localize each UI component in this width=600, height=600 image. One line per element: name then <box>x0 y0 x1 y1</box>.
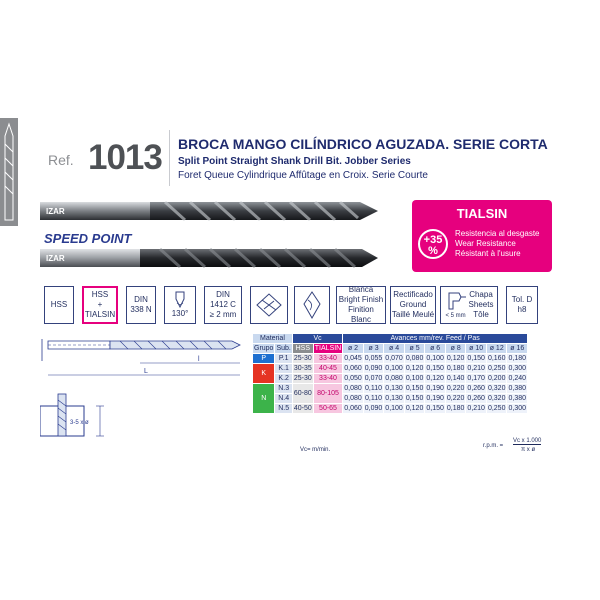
spec-hss-tialsin <box>82 286 118 324</box>
feed-cell: 0,380 <box>508 395 527 402</box>
diameter-header: ø 3 <box>363 344 384 354</box>
spec-flute <box>294 286 330 324</box>
badge-value: +35 <box>423 234 443 246</box>
tialsin-line-fr: Résistant à l'usure <box>455 249 521 258</box>
spec-line: 338 N <box>130 305 152 314</box>
spec-tolerance <box>506 286 538 324</box>
feed-cell: 0,180 <box>508 355 527 362</box>
group-cell-n: N <box>253 384 275 414</box>
spec-finish <box>336 286 386 324</box>
drill-brand-marking: IZAR <box>46 207 65 216</box>
sub-cell: P.1 <box>275 354 292 364</box>
feed-cell: 0,320 <box>487 395 506 402</box>
hss-header: HSS <box>292 344 313 354</box>
feed-cell: 0,100 <box>426 355 444 362</box>
feed-cell: 0,120 <box>405 365 424 372</box>
spec-hss <box>44 286 74 324</box>
feed-cell: 0,060 <box>344 365 362 372</box>
feed-cell: 0,070 <box>385 355 403 362</box>
diameter-header: ø 8 <box>445 344 466 354</box>
feed-cell: 0,250 <box>487 365 506 372</box>
feed-cell: 0,220 <box>446 385 465 392</box>
rpm-label: r.p.m. = <box>483 443 504 449</box>
tialsin-line-en: Wear Resistance <box>455 239 516 248</box>
feed-header: Avances mm/rev. Feed / Pas <box>343 334 528 344</box>
feed-cell: 0,110 <box>365 385 383 392</box>
badge-unit: % <box>428 245 438 257</box>
spec-line: Bright Finish <box>338 295 384 304</box>
table-row <box>253 404 528 414</box>
diameter-header: ø 6 <box>425 344 446 354</box>
feed-cell: 0,080 <box>385 375 403 382</box>
spec-line: Tôle <box>473 310 489 319</box>
feed-cell: 0,150 <box>467 355 485 362</box>
feed-cell: 0,150 <box>426 405 444 412</box>
spec-line: Ground <box>399 300 427 309</box>
hss-vc-cell: 40-50 <box>293 405 312 412</box>
hss-vc-cell: 30-35 <box>293 365 312 372</box>
rpm-denominator: π x ø <box>521 447 536 453</box>
sheet-labels <box>469 290 494 320</box>
feed-cell: 0,055 <box>364 355 383 362</box>
spec-line: TIALSIN <box>84 310 116 319</box>
spec-line: 130° <box>171 309 189 318</box>
spec-line: h8 <box>517 305 527 314</box>
feed-cell: 0,060 <box>344 405 362 412</box>
feed-cell: 0,180 <box>446 365 465 372</box>
split-point-icon <box>254 291 284 319</box>
feed-cell: 0,150 <box>426 365 444 372</box>
tialsin-vc-cell: 33-40 <box>313 354 342 364</box>
flute-length-label: l <box>198 356 200 363</box>
vc-header: Vc <box>292 334 342 344</box>
total-length-label: L <box>144 368 148 375</box>
feed-cell: 0,170 <box>467 375 485 382</box>
title-french: Foret Queue Cylindrique Affûtage en Croix. Serie Courte <box>178 170 428 181</box>
feed-cell: 0,070 <box>364 375 383 382</box>
feed-cell: 0,100 <box>385 405 403 412</box>
group-cell-k: K <box>253 364 275 384</box>
point-angle-icon <box>171 291 189 309</box>
vc-unit-note: Vc= m/min. <box>300 447 331 453</box>
feed-cell: 0,080 <box>344 395 362 402</box>
sub-cell: N.5 <box>275 404 292 414</box>
feed-cell: 0,210 <box>467 365 485 372</box>
hss-vc-cell: 25-30 <box>293 355 312 362</box>
diameter-header: ø 4 <box>384 344 405 354</box>
hss-vc-cell: 60-80 <box>292 384 313 404</box>
spec-line: + <box>97 300 103 309</box>
feed-cell: 0,260 <box>467 395 485 402</box>
spec-line: Sheets <box>468 300 494 309</box>
feed-cell: 0,110 <box>365 395 383 402</box>
spec-ground <box>390 286 436 324</box>
hss-vc-cell: 25-30 <box>293 375 312 382</box>
hand-drill-icon <box>445 289 467 311</box>
feed-cell: 0,050 <box>344 375 362 382</box>
table-row <box>253 354 528 364</box>
sub-cell: N.3 <box>275 384 292 394</box>
sub-cell: N.4 <box>275 394 292 404</box>
feed-cell: 0,100 <box>405 375 424 382</box>
feed-cell: 0,380 <box>508 385 527 392</box>
feed-cell: 0,190 <box>426 395 444 402</box>
spec-line: Blanca <box>348 285 374 294</box>
spec-line: Rectificado <box>393 290 433 299</box>
table-header-row-1 <box>253 334 528 344</box>
tialsin-line-es: Resistencia al desgaste <box>455 229 540 238</box>
table-row <box>253 384 528 394</box>
spec-split-point <box>250 286 288 324</box>
sub-header: Sub. <box>276 345 291 352</box>
sheet-thickness: < 5 mm <box>445 313 466 319</box>
spec-line: Taillé Meulé <box>391 310 435 319</box>
feed-cell: 0,200 <box>487 375 506 382</box>
tialsin-vc-cell: 80-105 <box>313 384 342 404</box>
hole-depth-diagram <box>40 392 120 444</box>
spec-line: Chapa <box>469 290 493 299</box>
spec-point-angle <box>164 286 196 324</box>
table-header-row-2 <box>253 344 528 354</box>
feed-cell: 0,240 <box>508 375 527 382</box>
flute-icon <box>298 290 326 320</box>
drill-dimension-diagram <box>40 333 250 383</box>
feed-cell: 0,150 <box>405 385 424 392</box>
sub-cell: K.1 <box>275 364 292 374</box>
spec-din-338 <box>126 286 156 324</box>
ref-number: 1013 <box>88 138 162 177</box>
feed-cell: 0,045 <box>344 355 362 362</box>
feed-cell: 0,130 <box>385 395 403 402</box>
spec-line: DIN <box>216 290 230 299</box>
feed-cell: 0,120 <box>426 375 444 382</box>
feed-cell: 0,180 <box>446 405 465 412</box>
title-spanish: BROCA MANGO CILÍNDRICO AGUZADA. SERIE CORTA <box>178 136 548 152</box>
feed-cell: 0,120 <box>405 405 424 412</box>
feed-cell: 0,140 <box>446 375 465 382</box>
spec-line: DIN <box>134 295 148 304</box>
feed-cell: 0,300 <box>508 365 527 372</box>
tialsin-vc-cell: 40-45 <box>313 364 342 374</box>
feed-cell: 0,190 <box>426 385 444 392</box>
feed-cell: 0,080 <box>405 355 424 362</box>
feed-cell: 0,300 <box>508 405 527 412</box>
spec-line: 1412 C <box>210 300 236 309</box>
spec-sheets <box>440 286 498 324</box>
group-header: Grupo <box>254 345 274 352</box>
feed-cell: 0,150 <box>405 395 424 402</box>
drill-outline-icon <box>2 122 16 222</box>
feed-cell: 0,120 <box>446 355 465 362</box>
tialsin-coating-box <box>412 200 552 272</box>
tialsin-vc-cell: 50-65 <box>313 404 342 414</box>
cutting-data-table <box>252 333 528 414</box>
feed-cell: 0,220 <box>446 395 465 402</box>
ref-label: Ref. <box>48 152 74 168</box>
feed-cell: 0,260 <box>467 385 485 392</box>
table-row <box>253 364 528 374</box>
hand-drill-group <box>445 289 467 321</box>
tialsin-vc-cell: 33-40 <box>313 374 342 384</box>
diameter-header: ø 16 <box>507 344 528 354</box>
hole-depth-note: 3-5 x ø <box>70 420 89 426</box>
feed-cell: 0,250 <box>487 405 506 412</box>
table-row <box>253 374 528 384</box>
rpm-numerator: Vc x 1.000 <box>513 438 542 444</box>
diameter-header: ø 5 <box>404 344 425 354</box>
diameter-header: ø 2 <box>343 344 364 354</box>
feed-cell: 0,160 <box>487 355 506 362</box>
feed-cell: 0,090 <box>364 405 383 412</box>
feed-cell: 0,100 <box>385 365 403 372</box>
tialsin-title: TIALSIN <box>456 206 508 221</box>
reference-box <box>32 130 170 186</box>
spec-line: ≥ 2 mm <box>209 310 237 319</box>
spec-hss-label: HSS <box>50 300 68 309</box>
feed-cell: 0,210 <box>467 405 485 412</box>
spec-din-1412 <box>204 286 242 324</box>
wear-resistance-badge <box>418 229 448 259</box>
group-cell-p: P <box>253 354 275 364</box>
feed-cell: 0,080 <box>344 385 362 392</box>
drill-bit-bright <box>40 196 380 226</box>
diameter-header: ø 10 <box>466 344 487 354</box>
sub-cell: K.2 <box>275 374 292 384</box>
feed-cell: 0,090 <box>364 365 383 372</box>
feed-cell: 0,320 <box>487 385 506 392</box>
speed-point-label: SPEED POINT <box>44 231 132 246</box>
diameter-header: ø 12 <box>486 344 507 354</box>
drill-bit-coated <box>40 243 380 273</box>
tialsin-header: TIALSIN <box>314 345 342 352</box>
spec-line: Tol. D <box>511 295 533 304</box>
material-header: Material <box>253 334 293 344</box>
drill-brand-marking-2: IZAR <box>46 254 65 263</box>
title-english: Split Point Straight Shank Drill Bit. Jobber Series <box>178 156 411 167</box>
spec-line: Finition Blanc <box>348 305 374 324</box>
spec-line: HSS <box>91 290 109 299</box>
feed-cell: 0,130 <box>385 385 403 392</box>
side-strip <box>0 118 18 226</box>
